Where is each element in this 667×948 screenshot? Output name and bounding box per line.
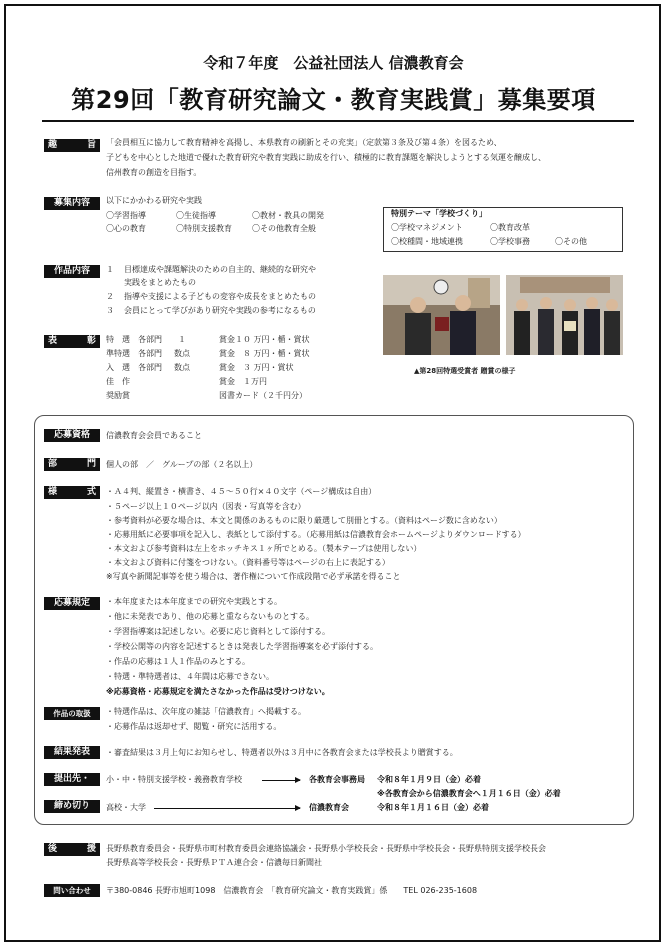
- label-toriatsukai: 作品の取扱: [44, 707, 100, 720]
- photo-caption: ▲第28回特選受賞者 贈賞の様子: [414, 367, 516, 375]
- boshu-intro: 以下にかかわる研究や実践: [106, 196, 202, 205]
- kitei-line: ・学習指導案は記述しない。必要に応じ資料として添付する。: [106, 627, 330, 636]
- yoshiki-line: ・５ページ以上１０ページ以内（図表・写真等を含む）: [106, 502, 306, 511]
- yoshiki-line: ・本文および資料に付箋をつけない。（資料番号等はページの右上に表記する）: [106, 558, 390, 567]
- label-boshu: 募集内容: [44, 197, 100, 210]
- submit-school-2: 高校・大学: [106, 803, 146, 812]
- submit-dest-1: 各教育会事務局: [309, 775, 365, 784]
- title-underline: [42, 120, 634, 122]
- award-name: 準特選: [106, 349, 130, 358]
- label-yoshiki: 様 式: [44, 486, 100, 499]
- theme-item: 〇教育改革: [490, 223, 530, 232]
- shikaku-text: 信濃教育会会員であること: [106, 431, 202, 440]
- bumon-text: 個人の部 ／ グループの部（２名以上）: [106, 460, 258, 469]
- kitei-note: ※応募資格・応募規定を満たさなかった作品は受けつけない。: [106, 687, 330, 696]
- yoshiki-line: ・参考資料が必要な場合は、本文と関係のあるものに限り厳選して別冊とする。（資料はページ数に含めない）: [106, 516, 502, 525]
- sakuhin-num: ２: [106, 292, 114, 301]
- boshu-item: 〇教材・教具の開発: [252, 211, 324, 220]
- award-photo-1: [383, 275, 500, 355]
- yoshiki-line: ・Ａ４判、縦置き・横書き、４５～５０行×４０文字（ページ構成は自由）: [106, 487, 377, 496]
- header-organization: 令和７年度 公益社団法人 信濃教育会: [203, 54, 464, 72]
- yoshiki-line: ・本文および参考資料は左上をホッチキス１ヶ所でとめる。（製本テープは使用しない）: [106, 544, 422, 553]
- sakuhin-line: 目標達成や課題解決のための自主的、継続的な研究や: [124, 265, 316, 274]
- sakuhin-line: 指導や支援による子どもの変容や成長をまとめたもの: [124, 292, 316, 301]
- toiawase-text: 〒380-0846 長野市旭町1098 信濃教育会 「教育研究論文・教育実践賞」係 TEL 026-235-1608: [106, 886, 478, 895]
- award-prize: 図書カード（２千円分）: [219, 391, 307, 400]
- koen-line: 長野県高等学校長会・長野県ＰＴＡ連合会・信濃毎日新聞社: [106, 858, 322, 867]
- special-theme-title: 特別テーマ「学校づくり」: [391, 209, 487, 218]
- label-koen: 後 援: [44, 843, 100, 856]
- boshu-item: 〇心の教育: [106, 224, 146, 233]
- kitei-line: ・本年度または本年度までの研究や実践とする。: [106, 597, 282, 606]
- sakuhin-line: 会員にとって学びがあり研究や実践の参考になるもの: [124, 306, 316, 315]
- award-division: 各部門: [138, 349, 162, 358]
- award-prize: 賞金 ３ 万円・賞状: [219, 363, 294, 372]
- award-name: 特 選: [106, 335, 130, 344]
- theme-item: 〇校種間・地域連携: [391, 237, 463, 246]
- award-name: 奨励賞: [106, 391, 130, 400]
- kitei-line: ・作品の応募は１人１作品のみとする。: [106, 657, 250, 666]
- sakuhin-num: １: [106, 265, 114, 274]
- award-count: 数点: [174, 349, 190, 358]
- submit-deadline-1: 令和８年１月９日（金）必着: [377, 775, 481, 784]
- award-prize: 賞金１０ 万円・楯・賞状: [219, 335, 310, 344]
- shushi-line-3: 信州教育の創造を目指す。: [106, 168, 202, 177]
- submit-deadline-2: 令和８年１月１６日（金）必着: [377, 803, 489, 812]
- toriatsukai-line: ・応募作品は返却せず、閲覧・研究に活用する。: [106, 722, 282, 731]
- sakuhin-line: 実践をまとめたもの: [124, 278, 196, 287]
- award-count: １: [178, 335, 186, 344]
- theme-item: 〇学校事務: [490, 237, 530, 246]
- yoshiki-line: ・応募用紙に必要事項を記入し、表紙として添付する。（応募用紙は信濃教育会ホームページよりダウンロードする）: [106, 530, 526, 539]
- submit-dest-2: 信濃教育会: [309, 803, 349, 812]
- label-teishutsu-2: 締め切り: [44, 800, 100, 813]
- award-name: 佳 作: [106, 377, 130, 386]
- label-shushi: 趣 旨: [44, 139, 100, 152]
- shushi-line-1: 「会員相互に協力して教育精神を高揚し、本県教育の刷新とその充実」（定款第３条及び第４条）を図るため、: [106, 138, 502, 147]
- kitei-line: ・他に未発表であり、他の応募と重ならないものとする。: [106, 612, 314, 621]
- page-title: 第29回「教育研究論文・教育実践賞」募集要項: [71, 86, 596, 114]
- label-kekka: 結果発表: [44, 746, 100, 759]
- arrow-right-icon: [262, 780, 300, 781]
- label-hyosho: 表 彰: [44, 335, 100, 348]
- arrow-right-icon: [154, 808, 300, 809]
- kitei-line: ・特選・準特選者は、４年間は応募できない。: [106, 672, 274, 681]
- label-shikaku: 応募資格: [44, 429, 100, 442]
- boshu-item: 〇特別支援教育: [176, 224, 232, 233]
- boshu-item: 〇生徒指導: [176, 211, 216, 220]
- theme-item: 〇その他: [555, 237, 587, 246]
- award-photo-2: [506, 275, 623, 355]
- label-sakuhin: 作品内容: [44, 265, 100, 278]
- boshu-item: 〇学習指導: [106, 211, 146, 220]
- kekka-text: ・審査結果は３月上旬にお知らせし、特選者以外は３月中に各教育会または学校長より贈賞する。: [106, 748, 458, 757]
- award-division: 各部門: [138, 363, 162, 372]
- award-prize: 賞金 ８ 万円・楯・賞状: [219, 349, 310, 358]
- submit-note: ※各教育会から信濃教育会へ１月１６日（金）必着: [377, 789, 561, 798]
- sakuhin-num: ３: [106, 306, 114, 315]
- label-teishutsu-1: 提出先・: [44, 773, 100, 786]
- award-count: 数点: [174, 363, 190, 372]
- kitei-line: ・学校公開等の内容を記述するときは発表した学習指導案を必ず添付する。: [106, 642, 378, 651]
- label-kitei: 応募規定: [44, 597, 100, 610]
- toriatsukai-line: ・特選作品は、次年度の雑誌「信濃教育」へ掲載する。: [106, 707, 306, 716]
- award-name: 入 選: [106, 363, 130, 372]
- label-toiawase: 問い合わせ: [44, 884, 100, 897]
- boshu-item: 〇その他教育全般: [252, 224, 316, 233]
- award-prize: 賞金 １万円: [219, 377, 267, 386]
- koen-line: 長野県教育委員会・長野県市町村教育委員会連絡協議会・長野県小学校長会・長野県中学校長会・長野県特別支援学校長会: [106, 844, 546, 853]
- award-division: 各部門: [138, 335, 162, 344]
- yoshiki-line: ※写真や新聞記事等を使う場合は、著作権について作成段階で必ず承諾を得ること: [106, 572, 401, 581]
- label-bumon: 部 門: [44, 458, 100, 471]
- theme-item: 〇学校マネジメント: [391, 223, 463, 232]
- shushi-line-2: 子どもを中心とした地道で優れた教育研究や教育実践に助成を行い、積極的に教育課題を解決しようとする気運を醸成し、: [106, 153, 546, 162]
- submit-school-1: 小・中・特別支援学校・義務教育学校: [106, 775, 242, 784]
